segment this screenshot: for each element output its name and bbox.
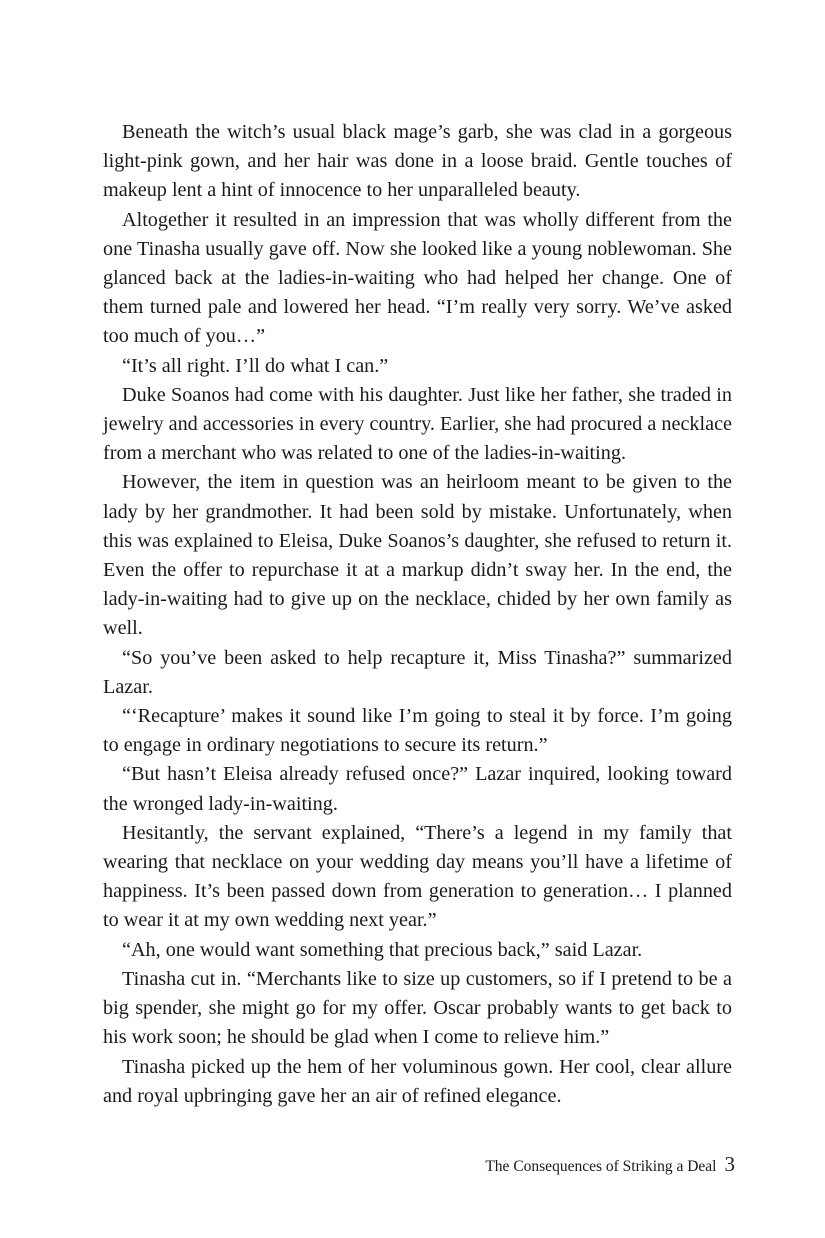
page-body [103,118,732,1111]
paragraph: However, the item in question was an heirloom meant to be given to the lady by her grandmother. It had been sold by mistake. Unfortunately, when this was explained to Eleisa, Duke Soanos’s daughter, she refused to return it. Even the offer to repurchase it at a markup didn’t sway her. In the end, the lady-in-waiting had to give up on the necklace, chided by her own family as well. [103,471,732,640]
page-footer [0,1152,735,1177]
paragraph: “It’s all right. I’ll do what I can.” [122,354,389,377]
paragraph: “But hasn’t Eleisa already refused once?” Lazar inquired, looking toward the wronged lady-in-waiting. [103,763,732,815]
paragraph: Altogether it resulted in an impression that was wholly different from the one Tinasha usually gave off. Now she looked like a young noblewoman. She glanced back at the ladies-in-waiting who had helped her change. One of them turned pale and lowered her head. “I’m really very sorry. We’ve asked too much of you…” [103,208,732,348]
paragraph: Tinasha cut in. “Merchants like to size up customers, so if I pretend to be a big spender, she might go for my offer. Oscar probably wants to get back to his work soon; he should be glad when I come to relieve him.” [103,967,732,1049]
paragraph: “Ah, one would want something that precious back,” said Lazar. [122,938,643,961]
paragraph: Tinasha picked up the hem of her voluminous gown. Her cool, clear allure and royal upbringing gave her an air of refined elegance. [103,1055,732,1107]
paragraph: “‘Recapture’ makes it sound like I’m going to steal it by force. I’m going to engage in ordinary negotiations to secure its return.” [103,705,732,757]
paragraph: Hesitantly, the servant explained, “There’s a legend in my family that wearing that necklace on your wedding day means you’ll have a lifetime of happiness. It’s been passed down from generation to generation… I planned to wear it at my own wedding next year.” [103,821,732,932]
page-number: 3 [724,1152,735,1176]
paragraph: Duke Soanos had come with his daughter. Just like her father, she traded in jewelry and accessories in every country. Earlier, she had procured a necklace from a merchant who was related to one of the ladies-in-waiting. [103,383,732,465]
running-head: The Consequences of Striking a Deal [485,1158,717,1175]
paragraph: Beneath the witch’s usual black mage’s garb, she was clad in a gorgeous light-pink gown, and her hair was done in a loose braid. Gentle touches of makeup lent a hint of innocence to her unparalleled beauty. [103,121,732,202]
paragraph: “So you’ve been asked to help recapture it, Miss Tinasha?” summarized Lazar. [103,646,732,698]
